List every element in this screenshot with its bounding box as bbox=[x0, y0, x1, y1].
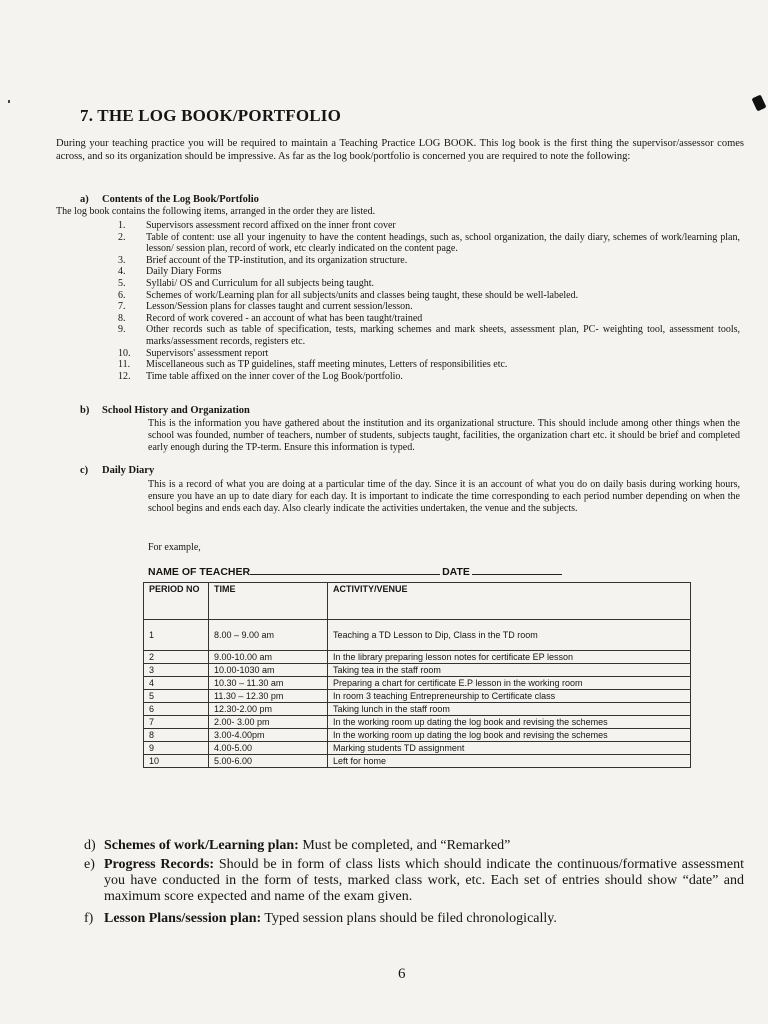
activity-cell: In the library preparing lesson notes for certificate EP lesson bbox=[328, 651, 691, 664]
time-header: TIME bbox=[209, 583, 328, 620]
section-b-label: b) bbox=[80, 405, 90, 416]
table-row bbox=[144, 742, 691, 755]
list-item bbox=[118, 313, 740, 325]
period-cell: 9 bbox=[144, 742, 209, 755]
time-cell: 5.00-6.00 bbox=[209, 755, 328, 768]
section-a-label: a) bbox=[80, 194, 89, 205]
intro-paragraph: During your teaching practice you will be required to maintain a Teaching Practice LOG BOOK. This log book is the first thing the supervisor/assessor comes across, and so its organization should be impressive. As far as the log book/portfolio is concerned you are required to note the following: bbox=[56, 138, 744, 162]
activity-cell: Left for home bbox=[328, 755, 691, 768]
section-f-text: Typed session plans should be filed chronologically. bbox=[261, 911, 557, 926]
section-e bbox=[84, 857, 744, 905]
list-item-text: Supervisors' assessment report bbox=[146, 347, 269, 359]
date-line bbox=[472, 574, 562, 575]
time-cell: 12.30-2.00 pm bbox=[209, 703, 328, 716]
table-header-row bbox=[144, 583, 691, 620]
period-cell: 6 bbox=[144, 703, 209, 716]
list-item-text: Time table affixed on the inner cover of the Log Book/portfolio. bbox=[146, 370, 403, 382]
section-b-text: This is the information you have gathered about the institution and its organizational structure. This should include among other things when the school was founded, number of teachers, number of students, subjects taught, facilities, the organization chart etc. it should be brief and completed early enough during the TP-term. Ensure this information is typed. bbox=[148, 418, 740, 453]
period-cell: 4 bbox=[144, 677, 209, 690]
list-item-text: Brief account of the TP-institution, and its organization structure. bbox=[146, 254, 408, 266]
activity-cell: Marking students TD assignment bbox=[328, 742, 691, 755]
list-item bbox=[118, 290, 740, 302]
section-e-text: Should be in form of class lists which should indicate the continuous/formative assessment you have conducted in the form of tests, marked class work, etc. Each set of entries should show “date” and maximum score expected and name of the exam given. bbox=[104, 857, 744, 904]
example-label: For example, bbox=[148, 542, 201, 553]
teacher-name-line bbox=[250, 574, 440, 575]
list-item-text: Record of work covered - an account of what has been taught/trained bbox=[146, 312, 423, 324]
list-item bbox=[118, 266, 740, 278]
list-item-text: Table of content: use all your ingenuity to have the content headings, such as, school organization, the daily diary, schemes of work/learning plan, lesson/ session plan, record of work, etc clearly indicated on the content page. bbox=[146, 231, 740, 255]
list-item bbox=[118, 348, 740, 360]
period-cell: 10 bbox=[144, 755, 209, 768]
period-cell: 2 bbox=[144, 651, 209, 664]
section-c-text: This is a record of what you are doing at a particular time of the day. Since it is an account of what you do on daily basis during working hours, ensure you have an up to date diary for each day. It is important to indicate the time corresponding to each period number depending on when the school begins and ends each day. Also clearly indicate the activities undertaken, the venue and the subjects. bbox=[148, 479, 740, 514]
table-row bbox=[144, 690, 691, 703]
list-item-number: 11. bbox=[118, 359, 131, 371]
list-item-text: Other records such as table of specification, tests, marking schemes and mark sheets, assessment plan, PC- weighting tool, assessment tools, marks/assessment records, registers etc. bbox=[146, 324, 740, 347]
activity-header: ACTIVITY/VENUE bbox=[328, 583, 691, 620]
list-item bbox=[118, 232, 740, 255]
daily-diary-table bbox=[143, 582, 691, 768]
time-cell: 10.00-1030 am bbox=[209, 664, 328, 677]
section-b-title: School History and Organization bbox=[102, 405, 250, 416]
period-cell: 8 bbox=[144, 729, 209, 742]
list-item bbox=[118, 371, 740, 383]
list-item bbox=[118, 324, 740, 347]
list-item-number: 3. bbox=[118, 254, 126, 266]
time-cell: 11.30 – 12.30 pm bbox=[209, 690, 328, 703]
section-heading: 7. THE LOG BOOK/PORTFOLIO bbox=[80, 106, 342, 125]
list-item bbox=[118, 278, 740, 290]
section-d-title: Schemes of work/Learning plan: bbox=[104, 838, 299, 853]
activity-cell: Preparing a chart for certificate E.P lesson in the working room bbox=[328, 677, 691, 690]
list-item-text: Miscellaneous such as TP guidelines, staff meeting minutes, Letters of responsibilities etc. bbox=[146, 359, 508, 371]
section-d bbox=[84, 838, 744, 854]
section-d-text: Must be completed, and “Remarked” bbox=[298, 838, 511, 853]
section-e-label: e) bbox=[84, 857, 95, 872]
list-item-text: Schemes of work/Learning plan for all subjects/units and classes being taught, these should be well-labeled. bbox=[146, 289, 579, 301]
section-d-label: d) bbox=[84, 838, 96, 853]
period-cell: 5 bbox=[144, 690, 209, 703]
list-item bbox=[118, 255, 740, 267]
list-item-number: 4. bbox=[118, 266, 126, 278]
list-item bbox=[118, 220, 740, 232]
list-item-number: 10. bbox=[118, 347, 131, 359]
activity-cell: In the working room up dating the log book and revising the schemes bbox=[328, 716, 691, 729]
section-f-title: Lesson Plans/session plan: bbox=[104, 911, 262, 926]
list-item-number: 8. bbox=[118, 312, 126, 324]
form-header bbox=[148, 566, 562, 578]
time-cell: 10.30 – 11.30 am bbox=[209, 677, 328, 690]
scan-speck bbox=[8, 100, 10, 103]
list-item-text: Lesson/Session plans for classes taught and current session/lesson. bbox=[146, 301, 413, 313]
list-item-number: 9. bbox=[118, 324, 126, 336]
list-item-text: Daily Diary Forms bbox=[146, 266, 222, 278]
section-f-label: f) bbox=[84, 911, 94, 926]
section-f bbox=[84, 911, 744, 927]
time-cell: 9.00-10.00 am bbox=[209, 651, 328, 664]
table-row bbox=[144, 677, 691, 690]
contents-list bbox=[118, 220, 740, 382]
list-item-number: 6. bbox=[118, 289, 126, 301]
activity-cell: Teaching a TD Lesson to Dip, Class in the TD room bbox=[328, 620, 691, 651]
table-row bbox=[144, 664, 691, 677]
activity-cell: Taking lunch in the staff room bbox=[328, 703, 691, 716]
date-label: DATE bbox=[442, 566, 470, 578]
section-a-title: Contents of the Log Book/Portfolio bbox=[102, 194, 259, 205]
time-cell: 8.00 – 9.00 am bbox=[209, 620, 328, 651]
period-cell: 3 bbox=[144, 664, 209, 677]
time-cell: 3.00-4.00pm bbox=[209, 729, 328, 742]
table-row bbox=[144, 651, 691, 664]
list-item bbox=[118, 359, 740, 371]
table-row bbox=[144, 620, 691, 651]
period-cell: 7 bbox=[144, 716, 209, 729]
list-item bbox=[118, 301, 740, 313]
table-row bbox=[144, 703, 691, 716]
list-item-number: 7. bbox=[118, 301, 126, 313]
list-item-text: Supervisors assessment record affixed on the inner front cover bbox=[146, 220, 396, 231]
teacher-name-label: NAME OF TEACHER bbox=[148, 566, 251, 578]
section-c-title: Daily Diary bbox=[102, 465, 155, 476]
list-item-number: 2. bbox=[118, 231, 126, 243]
list-item-number: 5. bbox=[118, 277, 126, 289]
scan-mark bbox=[752, 95, 767, 112]
table-row bbox=[144, 716, 691, 729]
list-item-number: 12. bbox=[118, 370, 131, 382]
list-item-number: 1. bbox=[118, 220, 126, 231]
activity-cell: Taking tea in the staff room bbox=[328, 664, 691, 677]
time-cell: 2.00- 3.00 pm bbox=[209, 716, 328, 729]
activity-cell: In the working room up dating the log book and revising the schemes bbox=[328, 729, 691, 742]
section-a-lead: The log book contains the following items, arranged in the order they are listed. bbox=[56, 206, 376, 217]
activity-cell: In room 3 teaching Entrepreneurship to Certificate class bbox=[328, 690, 691, 703]
table-row bbox=[144, 729, 691, 742]
list-item-text: Syllabi/ OS and Curriculum for all subjects being taught. bbox=[146, 277, 375, 289]
section-e-title: Progress Records: bbox=[104, 857, 215, 872]
page-number: 6 bbox=[398, 966, 406, 982]
section-c-label: c) bbox=[80, 465, 89, 476]
period-header: PERIOD NO bbox=[144, 583, 209, 620]
time-cell: 4.00-5.00 bbox=[209, 742, 328, 755]
table-row bbox=[144, 755, 691, 768]
period-cell: 1 bbox=[144, 620, 209, 651]
